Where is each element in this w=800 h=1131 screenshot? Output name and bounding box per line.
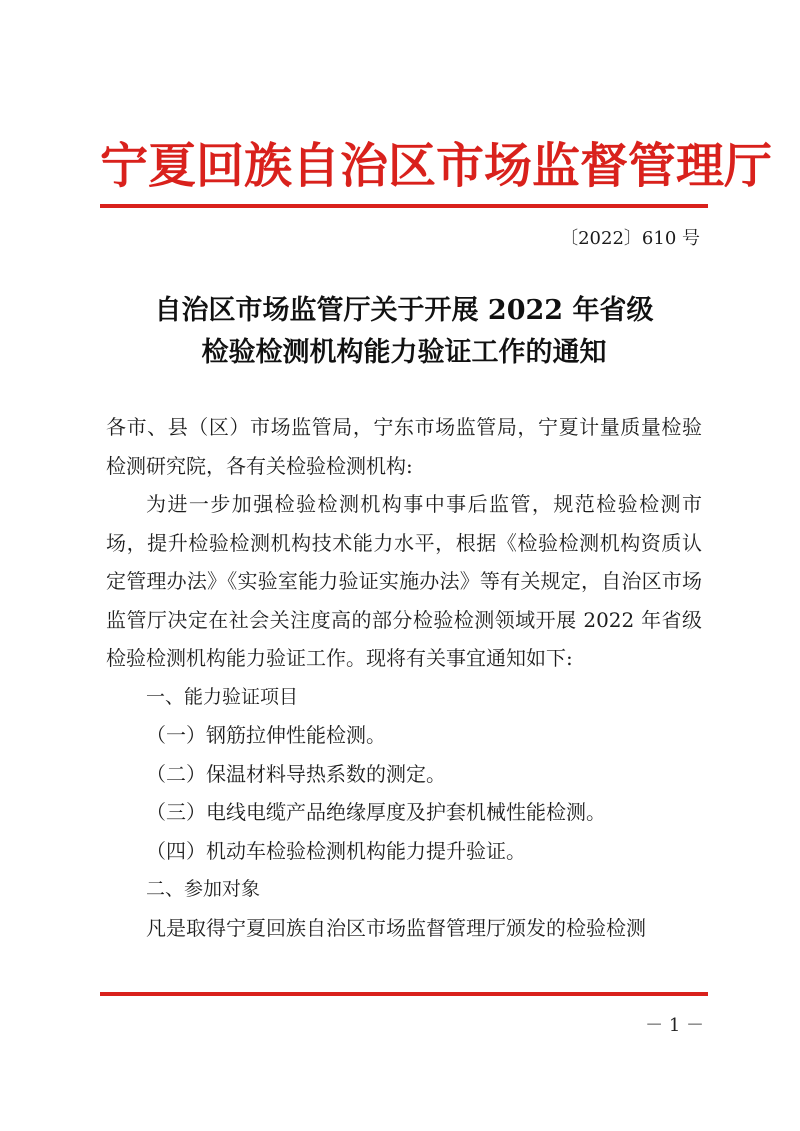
page-number: － 1 － xyxy=(645,1015,704,1036)
notice-title-line-1: 自治区市场监管厅关于开展 2022 年省级 xyxy=(154,295,654,326)
recipients-paragraph: 各市、县（区）市场监管局，宁东市场监管局，宁夏计量质量检验检测研究院，各有关检验检测机构: xyxy=(106,415,702,478)
footer-red-rule xyxy=(100,992,708,996)
list-item: （四）机动车检验检测机构能力提升验证。 xyxy=(146,838,526,863)
notice-title-line-2: 检验检测机构能力验证工作的通知 xyxy=(201,337,607,368)
letterhead-red-rule xyxy=(100,204,708,208)
list-item: （三）电线电缆产品绝缘厚度及护套机械性能检测。 xyxy=(146,800,606,824)
section-heading-2: 二、参加对象 xyxy=(146,878,261,900)
section-heading-1: 一、能力验证项目 xyxy=(146,685,299,708)
notice-body xyxy=(106,408,702,947)
list-item: （二）保温材料导热系数的测定。 xyxy=(146,761,446,786)
document-number: 〔2022〕610 号 xyxy=(560,228,700,249)
notice-title xyxy=(100,290,708,374)
letterhead-title: 宁夏回族自治区市场监督管理厅 xyxy=(100,138,773,194)
intro-paragraph: 为进一步加强检验检测机构事中事后监管，规范检验检测市场，提升检验检测机构技术能力水平，根据《检验检测机构资质认定管理办法》《实验室能力验证实施办法》等有关规定，自治区市场监管厅决定在社会关注度高的部分检验检测领域开展 2022 年省级检验检测机构能力验证工作。现将有关事宜通知如下: xyxy=(106,492,702,670)
section-2-paragraph: 凡是取得宁夏回族自治区市场监督管理厅颁发的检验检测 xyxy=(146,915,646,940)
list-item: （一）钢筋拉伸性能检测。 xyxy=(146,723,386,747)
